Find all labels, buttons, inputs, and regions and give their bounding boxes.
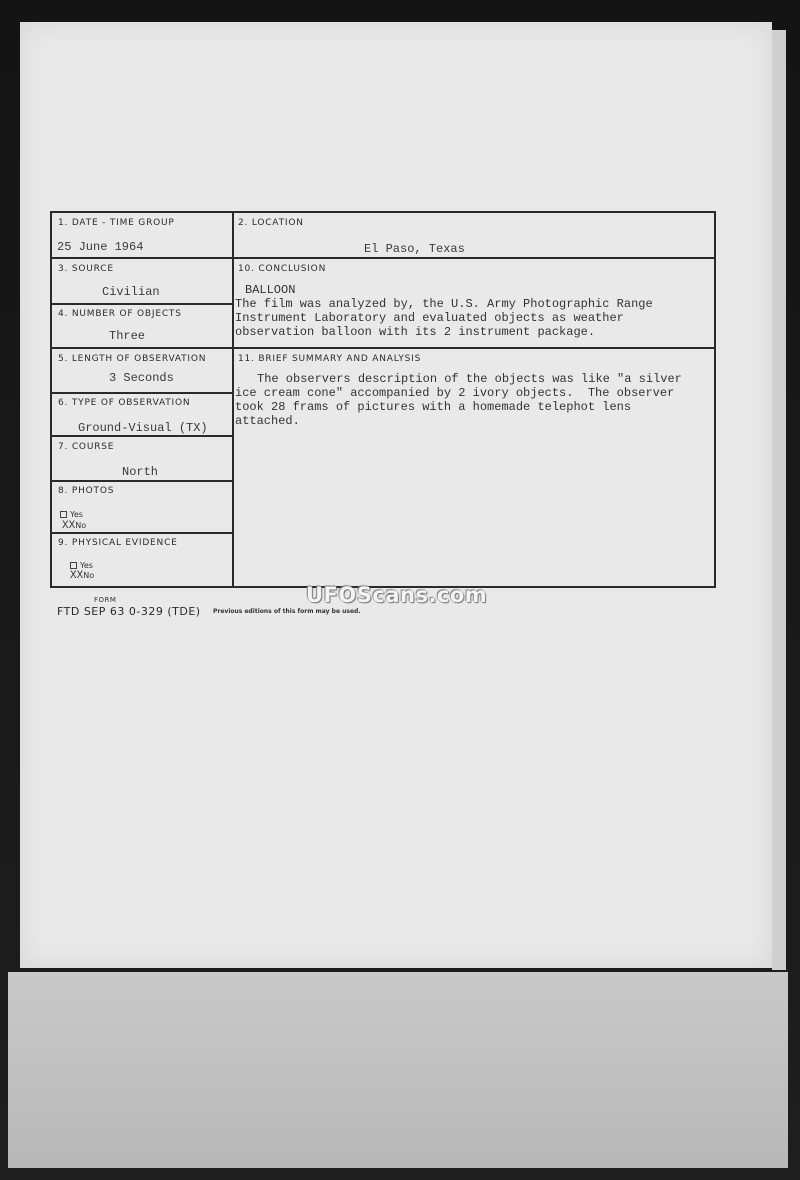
column-divider <box>232 213 234 586</box>
photos-yes-option: Yes <box>60 510 83 519</box>
conclusion-heading: BALLOON <box>245 283 296 297</box>
row-divider <box>52 347 714 349</box>
form-number: FTD SEP 63 0-329 (TDE) <box>57 605 201 618</box>
date-time-value: 25 June 1964 <box>57 240 144 254</box>
physical-evidence-no-option: XXNo <box>70 570 95 582</box>
source-value: Civilian <box>102 285 160 299</box>
conclusion-line-1: The film was analyzed by, the U.S. Army Photographic Range <box>235 297 653 311</box>
conclusion-label: 10. CONCLUSION <box>238 264 327 274</box>
form-edition-note: Previous editions of this form may be used. <box>213 608 361 615</box>
type-of-observation-label: 6. TYPE OF OBSERVATION <box>58 398 191 408</box>
row-divider <box>52 435 232 437</box>
summary-line-1: The observers description of the objects was like "a silver <box>257 372 682 386</box>
form-word: FORM <box>94 596 117 604</box>
checkbox-icon <box>70 562 77 569</box>
checkbox-icon <box>60 511 67 518</box>
row-divider <box>52 392 232 394</box>
summary-line-2: ice cream cone" accompanied by 2 ivory objects. The observer <box>235 386 675 400</box>
conclusion-line-2: Instrument Laboratory and evaluated objects as weather <box>235 311 624 325</box>
source-label: 3. SOURCE <box>58 264 114 274</box>
row-divider <box>52 532 232 534</box>
conclusion-line-3: observation balloon with its 2 instrument package. <box>235 325 596 339</box>
project-card-form <box>50 211 716 588</box>
length-of-observation-value: 3 Seconds <box>109 371 174 385</box>
photos-no-option: XXNo <box>62 520 87 532</box>
no-checkmark: XX <box>62 520 76 532</box>
physical-evidence-label: 9. PHYSICAL EVIDENCE <box>58 538 178 548</box>
summary-label: 11. BRIEF SUMMARY AND ANALYSIS <box>238 354 422 364</box>
location-label: 2. LOCATION <box>238 218 304 228</box>
course-label: 7. COURSE <box>58 442 115 452</box>
summary-line-3: took 28 frams of pictures with a homemade telephot lens <box>235 400 632 414</box>
number-of-objects-label: 4. NUMBER OF OBJECTS <box>58 309 182 319</box>
watermark: UFOScans.com <box>306 583 488 607</box>
underlying-page <box>8 972 788 1168</box>
photos-label: 8. PHOTOS <box>58 486 115 496</box>
type-of-observation-value: Ground-Visual (TX) <box>78 421 208 435</box>
number-of-objects-value: Three <box>109 329 146 343</box>
row-divider <box>52 303 232 305</box>
summary-line-4: attached. <box>235 414 300 428</box>
row-divider <box>52 257 714 259</box>
length-of-observation-label: 5. LENGTH OF OBSERVATION <box>58 354 207 364</box>
physical-evidence-yes-option: Yes <box>70 561 93 570</box>
course-value: North <box>122 465 159 479</box>
row-divider <box>52 480 232 482</box>
date-time-label: 1. DATE - TIME GROUP <box>58 218 175 228</box>
location-value: El Paso, Texas <box>364 242 465 256</box>
no-checkmark: XX <box>70 570 84 582</box>
page-edge <box>772 30 786 970</box>
